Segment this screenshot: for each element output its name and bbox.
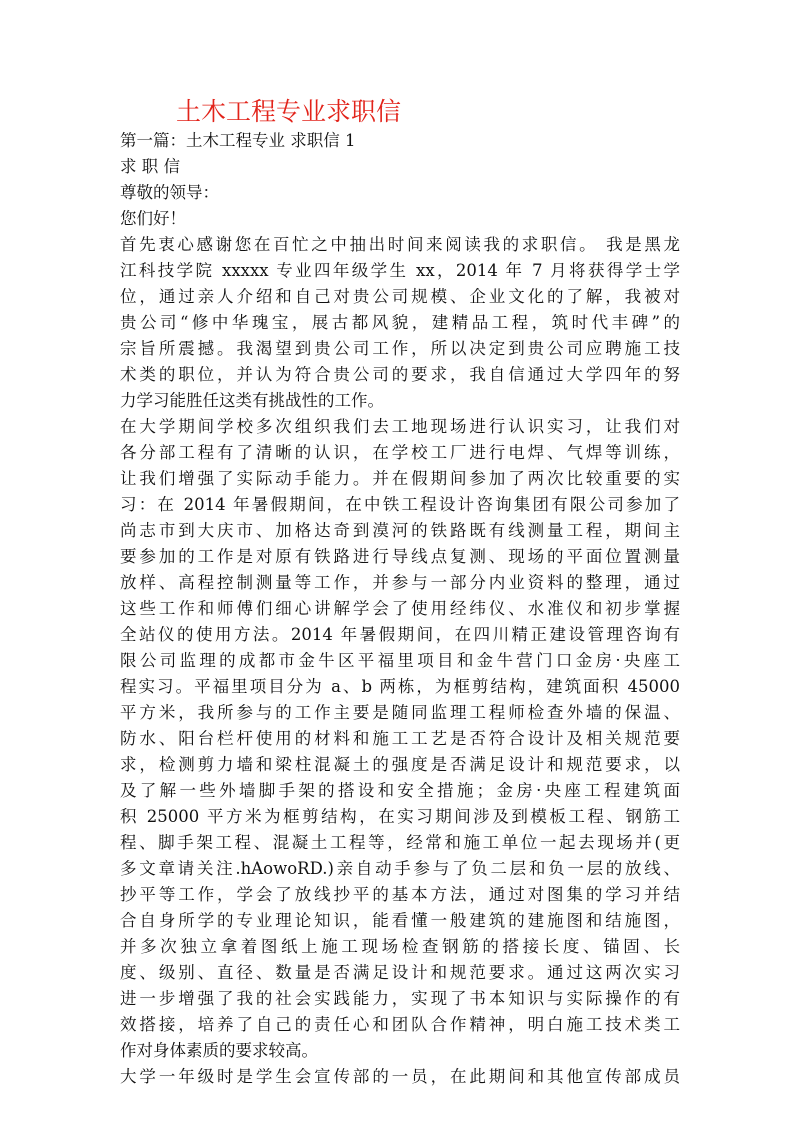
paragraph-line: 江科技学院 xxxxx 专业四年级学生 xx，2014 年 7 月将获得学士学 [120, 261, 680, 280]
paragraph-line: 进一步增强了我的社会实践能力，实现了书本知识与实际操作的有 [120, 989, 680, 1008]
document-title: 土木工程专业求职信 [176, 97, 402, 126]
paragraph-line: 抄平等工作，学会了放线抄平的基本方法，通过对图集的学习并结 [120, 885, 680, 904]
paragraph-line: 程实习。平福里项目分为 a、b 两栋，为框剪结构，建筑面积 45000 [120, 677, 680, 696]
paragraph-line: 积 25000 平方米为框剪结构，在实习期间涉及到模板工程、钢筋工 [120, 807, 680, 826]
paragraph-line: 首先衷心感谢您在百忙之中抽出时间来阅读我的求职信。 我是黑龙 [120, 235, 680, 254]
paragraph-line: 贵公司“修中华瑰宝，展古都风貌，建精品工程，筑时代丰碑”的 [120, 313, 680, 332]
paragraph-line: 防水、阳台栏杆使用的材料和施工工艺是否符合设计及相关规范要 [120, 729, 680, 748]
paragraph-line: 平方米，我所参与的工作主要是随同监理工程师检查外墙的保温、 [120, 703, 680, 722]
paragraph-3 [120, 1064, 680, 1090]
paragraph-line: 并多次独立拿着图纸上施工现场检查钢筋的搭接长度、锚固、长 [120, 937, 680, 956]
paragraph-line: 求，检测剪力墙和梁柱混凝土的强度是否满足设计和规范要求，以 [120, 755, 680, 774]
paragraph-line: 多文章请关注.hAowoRD.)亲自动手参与了负二层和负一层的放线、 [120, 859, 680, 878]
paragraph-1 [120, 232, 680, 414]
paragraph-line: 在大学期间学校多次组织我们去工地现场进行认识实习，让我们对 [120, 417, 680, 436]
paragraph-line: 效搭接，培养了自己的责任心和团队合作精神，明白施工技术类工 [120, 1015, 680, 1034]
paragraph-line: 力学习能胜任这类有挑战性的工作。 [120, 391, 384, 410]
paragraph-line: 作对身体素质的要求较高。 [120, 1041, 318, 1060]
paragraph-line: 这些工作和师傅们细心讲解学会了使用经纬仪、水准仪和初步掌握 [120, 599, 680, 618]
paragraph-line: 要参加的工作是对原有铁路进行导线点复测、现场的平面位置测量 [120, 547, 680, 566]
paragraph-line: 习：在 2014 年暑假期间，在中铁工程设计咨询集团有限公司参加了 [120, 495, 680, 514]
paragraph-2 [120, 414, 680, 1064]
paragraph-line: 宗旨所震撼。我渴望到贵公司工作，所以决定到贵公司应聘施工技 [120, 339, 680, 358]
paragraph-line: 全站仪的使用方法。2014 年暑假期间，在四川精正建设管理咨询有 [120, 625, 680, 644]
paragraph-line: 及了解一些外墙脚手架的搭设和安全措施；金房·央座工程建筑面 [120, 781, 680, 800]
paragraph-line: 合自身所学的专业理论知识，能看懂一般建筑的建施图和结施图， [120, 911, 680, 930]
paragraph-line: 程、脚手架工程、混凝土工程等，经常和施工单位一起去现场并(更 [120, 833, 680, 852]
paragraph-line: 尚志市到大庆市、加格达奇到漠河的铁路既有线测量工程，期间主 [120, 521, 680, 540]
letter-greeting: 您们好！ [120, 209, 186, 228]
paragraph-line: 各分部工程有了清晰的认识，在学校工厂进行电焊、气焊等训练， [120, 443, 680, 462]
letter-salutation: 尊敬的领导： [120, 183, 219, 202]
paragraph-line: 位，通过亲人介绍和自己对贵公司规模、企业文化的了解，我被对 [120, 287, 680, 306]
paragraph-line: 让我们增强了实际动手能力。并在假期间参加了两次比较重要的实 [120, 469, 680, 488]
document-body [120, 128, 680, 1090]
paragraph-line: 放样、高程控制测量等工作，并参与一部分内业资料的整理，通过 [120, 573, 680, 592]
paragraph-line: 大学一年级时是学生会宣传部的一员，在此期间和其他宣传部成员 [120, 1067, 680, 1086]
document-subtitle: 第一篇：土木工程专业 求职信 1 [120, 131, 356, 150]
letter-heading: 求 职 信 [120, 157, 180, 176]
paragraph-line: 度、级别、直径、数量是否满足设计和规范要求。通过这两次实习 [120, 963, 680, 982]
paragraph-line: 术类的职位，并认为符合贵公司的要求，我自信通过大学四年的努 [120, 365, 680, 384]
paragraph-line: 限公司监理的成都市金牛区平福里项目和金牛营门口金房·央座工 [120, 651, 680, 670]
